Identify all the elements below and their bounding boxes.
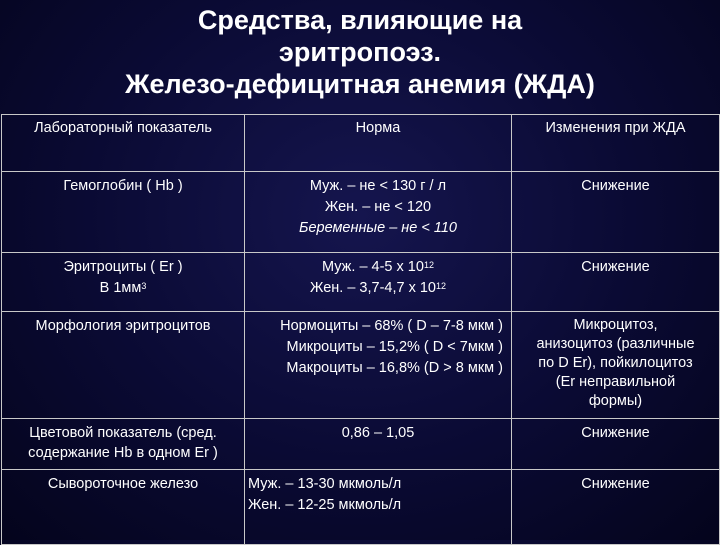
cell-change: Снижение (512, 419, 720, 470)
header-parameter: Лабораторный показатель (2, 115, 245, 172)
title-line-2: эритропоэз. (278, 37, 442, 67)
cell-param: Морфология эритроцитов (2, 312, 245, 419)
cell-norm: 0,86 – 1,05 (245, 419, 512, 470)
title-line-1: Средства, влияющие на (197, 5, 523, 35)
cell-norm: Муж. – 4-5 х $10^{12}$ Жен. – 3,7-4,7 х $10^{12}$ (245, 253, 512, 312)
header-ida-changes: Изменения при ЖДА (512, 115, 720, 172)
table-row-hemoglobin (2, 172, 720, 253)
table-row-erythrocytes (2, 253, 720, 312)
cell-param: Эритроциты ( Er ) В $1мм^3$ (2, 253, 245, 312)
cell-param: Сывороточное железо (2, 470, 245, 545)
table-row-serum-iron (2, 470, 720, 545)
cell-param: Гемоглобин ( Hb ) (2, 172, 245, 253)
slide-title (0, 4, 720, 100)
lab-table (1, 114, 720, 545)
table-row-color-index (2, 419, 720, 470)
cell-norm: Нормоциты – 68% ( D – 7-8 мкм ) Микроциты – 15,2% ( D < 7мкм ) Макроциты – 16,8% (D > 8 мкм ) (245, 312, 512, 419)
title-line-3: Железо-дефицитная анемия (ЖДА) (125, 69, 595, 99)
cell-change: Снижение (512, 470, 720, 545)
table-row-morphology (2, 312, 720, 419)
cell-change: Микроцитоз, анизоцитоз (различные по D Er), пойкилоцитоз (Er неправильной формы) (512, 312, 720, 419)
header-norm: Норма (245, 115, 512, 172)
cell-norm: Муж. – не < 130 г / л Жен. – не < 120 Беременные – не < 110 (245, 172, 512, 253)
table-header-row (2, 115, 720, 172)
cell-norm: Муж. – 13-30 мкмоль/л Жен. – 12-25 мкмоль/л (245, 470, 512, 545)
cell-change: Снижение (512, 172, 720, 253)
cell-param: Цветовой показатель (сред. содержание Hb в одном Er ) (2, 419, 245, 470)
cell-change: Снижение (512, 253, 720, 312)
